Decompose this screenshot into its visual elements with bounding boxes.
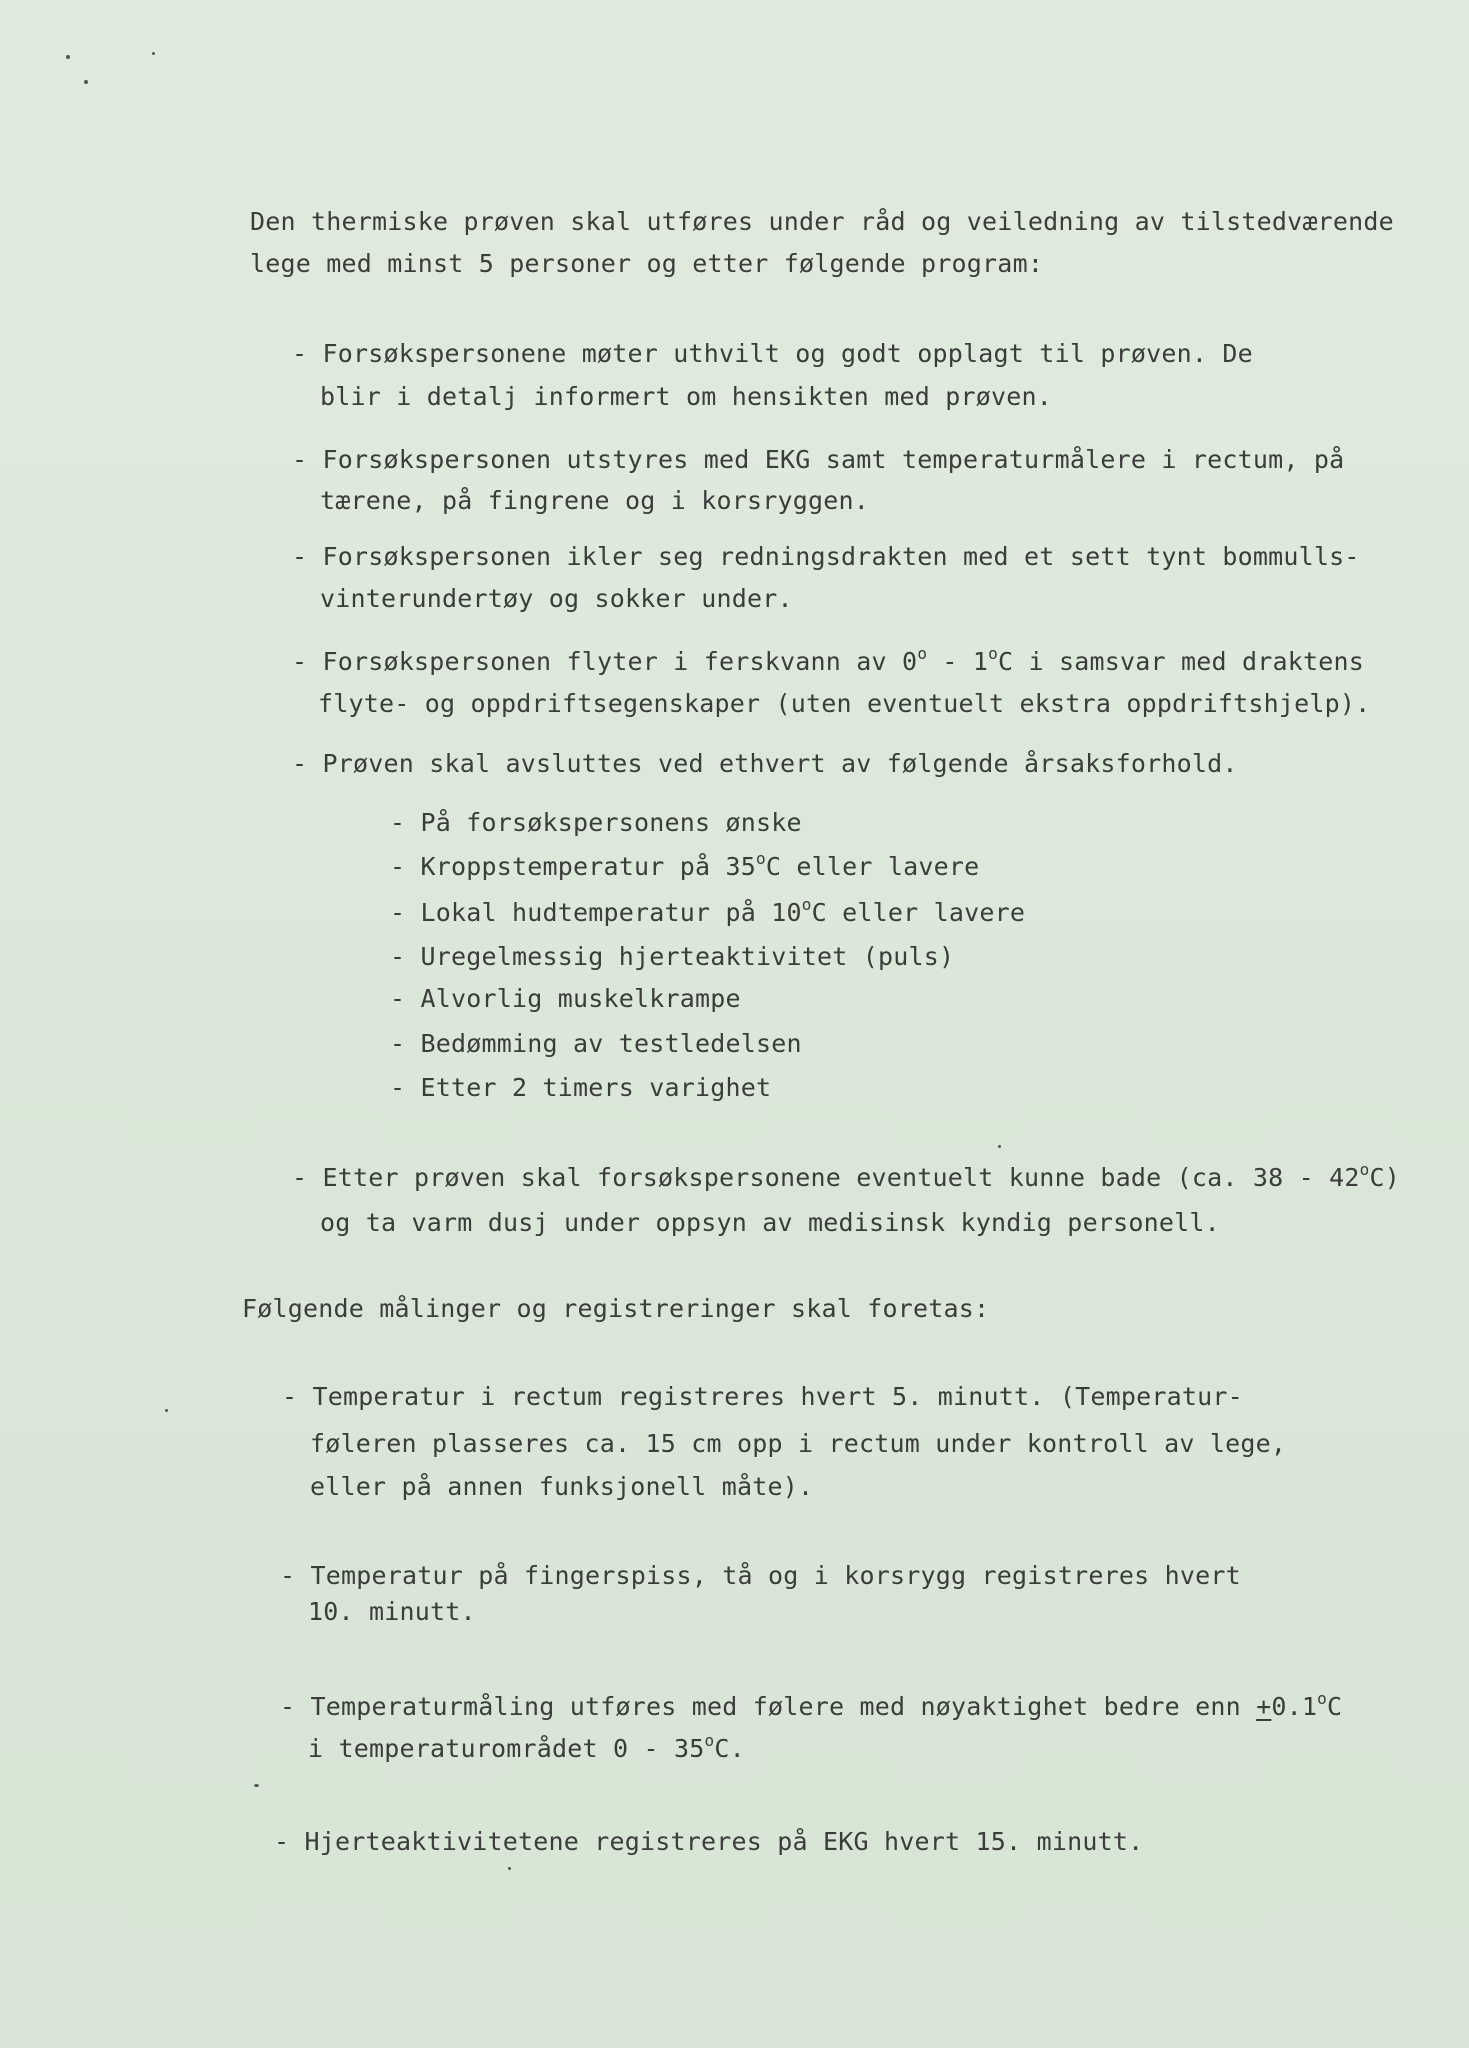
program-item-4-line-1	[292, 645, 1364, 679]
measurement-4: - Hjerteaktivitetene registreres på EKG hvert 15. minutt.	[274, 1827, 1144, 1856]
stop-criterion-3	[390, 896, 1025, 930]
paper-speck	[66, 55, 70, 59]
program-item-6-text-b: C)	[1369, 1163, 1400, 1192]
paper-speck	[165, 1409, 168, 1412]
program-item-6-line-1	[292, 1161, 1400, 1195]
paper-speck	[254, 1784, 259, 1787]
measurement-2-line-1: - Temperatur på fingerspiss, tå og i korsrygg registreres hvert	[280, 1561, 1241, 1590]
degree-superscript: o	[917, 644, 928, 663]
measurement-3-line-2-text-b: C.	[714, 1734, 745, 1763]
degree-superscript: o	[801, 895, 812, 914]
measurement-3-line-2	[308, 1732, 745, 1766]
stop-criterion-2-text-b: C eller lavere	[765, 852, 980, 881]
program-item-2-line-2: tærene, på fingrene og i korsryggen.	[320, 486, 870, 515]
stop-criterion-6: - Bedømming av testledelsen	[390, 1029, 802, 1058]
program-item-1-line-1: - Forsøkspersonene møter uthvilt og godt opplagt til prøven. De	[292, 339, 1253, 368]
measurement-3-text-c: C	[1326, 1692, 1343, 1721]
paper-speck	[152, 52, 155, 55]
measurement-3-line-1	[280, 1690, 1342, 1724]
measurement-3-line-2-text-a: i temperaturområdet 0 - 35	[308, 1734, 705, 1763]
paper-speck	[84, 80, 88, 84]
stop-criterion-3-text-b: C eller lavere	[811, 898, 1026, 927]
program-item-5: - Prøven skal avsluttes ved ethvert av følgende årsaksforhold.	[292, 749, 1238, 778]
intro-line-2: lege med minst 5 personer og etter følgende program:	[250, 249, 1044, 278]
program-item-4-text-b: - 1	[927, 647, 989, 676]
program-item-4-text-a: - Forsøkspersonen flyter i ferskvann av 0	[292, 647, 918, 676]
measurement-1-line-3: eller på annen funksjonell måte).	[310, 1472, 814, 1501]
measurement-3-text-b: 0.1	[1271, 1692, 1318, 1721]
degree-superscript: o	[1359, 1160, 1370, 1179]
degree-superscript: o	[988, 644, 999, 663]
degree-superscript: o	[704, 1731, 715, 1750]
measurement-3-text-a: - Temperaturmåling utføres med følere med nøyaktighet bedre enn	[280, 1692, 1257, 1721]
plus-minus-sign: +	[1256, 1692, 1272, 1721]
stop-criterion-5: - Alvorlig muskelkrampe	[390, 984, 741, 1013]
paper-speck	[508, 1867, 511, 1870]
stop-criterion-3-text-a: - Lokal hudtemperatur på 10	[390, 898, 802, 927]
program-item-1-line-2: blir i detalj informert om hensikten med prøven.	[320, 382, 1053, 411]
program-item-3-line-1: - Forsøkspersonen ikler seg redningsdrakten med et sett tynt bommulls-	[292, 542, 1360, 571]
degree-superscript: o	[756, 849, 766, 868]
measurement-2-line-2: 10. minutt.	[308, 1597, 476, 1626]
program-item-3-line-2: vinterundertøy og sokker under.	[320, 584, 793, 613]
program-item-6-text-a: - Etter prøven skal forsøkspersonene eventuelt kunne bade (ca. 38 - 42	[292, 1163, 1360, 1192]
measurement-1-line-2: føleren plasseres ca. 15 cm opp i rectum under kontroll av lege,	[310, 1429, 1287, 1458]
stop-criterion-7: - Etter 2 timers varighet	[390, 1073, 772, 1102]
stop-criterion-2-text-a: - Kroppstemperatur på 35	[390, 852, 757, 881]
measurements-heading: Følgende målinger og registreringer skal foretas:	[242, 1294, 990, 1323]
program-item-6-line-2: og ta varm dusj under oppsyn av medisinsk kyndig personell.	[320, 1208, 1220, 1237]
paper-speck	[998, 1145, 1001, 1148]
program-item-4-text-c: C i samsvar med draktens	[998, 647, 1365, 676]
measurement-1-line-1: - Temperatur i rectum registreres hvert 5. minutt. (Temperatur-	[282, 1382, 1243, 1411]
program-item-4-line-2: flyte- og oppdriftsegenskaper (uten eventuelt ekstra oppdriftshjelp).	[318, 689, 1371, 718]
stop-criterion-1: - På forsøkspersonens ønske	[390, 808, 802, 837]
stop-criterion-4: - Uregelmessig hjerteaktivitet (puls)	[390, 942, 955, 971]
degree-superscript: o	[1317, 1689, 1327, 1708]
program-item-2-line-1: - Forsøkspersonen utstyres med EKG samt temperaturmålere i rectum, på	[292, 445, 1345, 474]
intro-line-1: Den thermiske prøven skal utføres under råd og veiledning av tilstedværende	[250, 207, 1394, 236]
stop-criterion-2	[390, 850, 979, 884]
